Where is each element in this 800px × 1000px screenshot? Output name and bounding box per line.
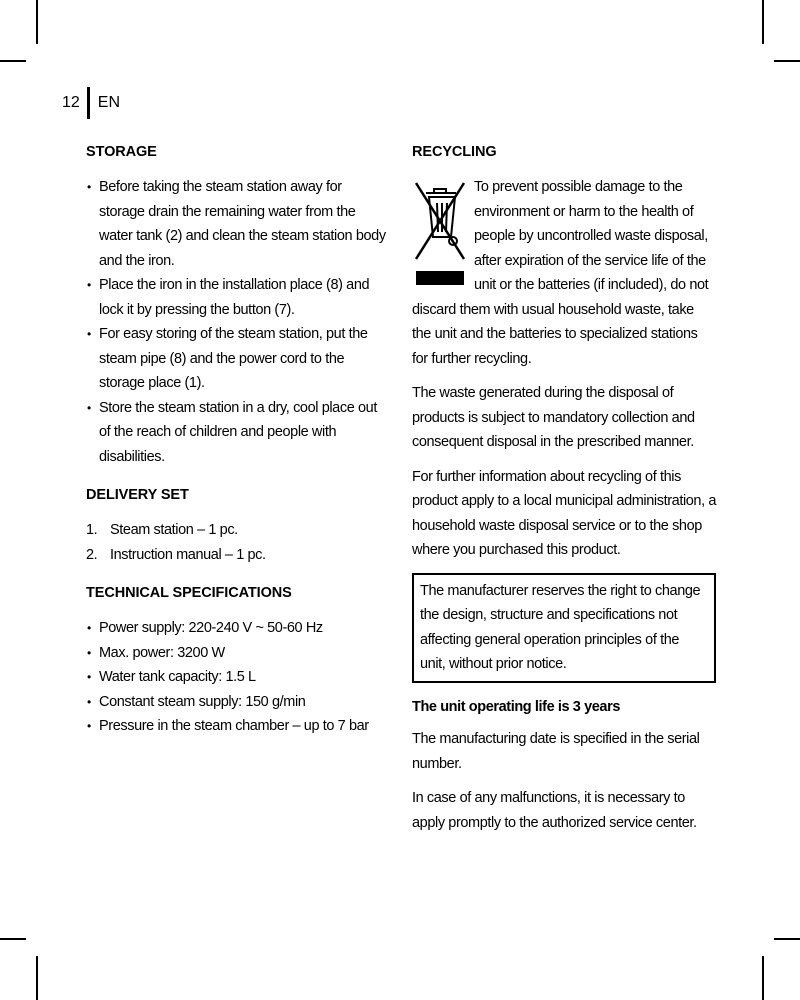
recycling-paragraph: The waste generated during the disposal of products is subject to mandatory collection and consequent disposal in the prescribed manner. bbox=[412, 385, 695, 450]
language-code: EN bbox=[97, 94, 121, 111]
recycling-paragraph: To prevent possible damage to the environment or harm to the health of people by uncontrolled waste disposal, after expiration of the service life of the unit or the batteries (if included), do not discard them with usual household waste, take the unit and the batteries to specialized stations for further recycling. bbox=[412, 179, 709, 367]
right-column bbox=[412, 140, 716, 845]
page-header bbox=[62, 86, 120, 120]
delivery-section bbox=[86, 483, 388, 567]
crop-mark bbox=[36, 0, 38, 44]
manufacturer-notice-box bbox=[412, 573, 716, 683]
specs-heading: TECHNICAL SPECIFICATIONS bbox=[86, 585, 292, 601]
list-item: • Pressure in the steam chamber – up to 7 bar bbox=[86, 714, 388, 739]
manufacturing-date-note: The manufacturing date is specified in the serial number. bbox=[412, 731, 700, 772]
delivery-list bbox=[86, 518, 388, 567]
storage-heading: STORAGE bbox=[86, 144, 157, 160]
delivery-heading: DELIVERY SET bbox=[86, 487, 189, 503]
crop-mark bbox=[774, 60, 800, 62]
manufacturer-notice: The manufacturer reserves the right to change the design, structure and specifications not affecting general operation principles of the unit, without prior notice. bbox=[420, 582, 701, 672]
operating-life: The unit operating life is 3 years bbox=[412, 698, 620, 715]
list-item: • Constant steam supply: 150 g/min bbox=[86, 690, 388, 715]
storage-section bbox=[86, 140, 388, 469]
list-item bbox=[86, 518, 388, 543]
item-number: 1. bbox=[86, 522, 98, 538]
specs-list bbox=[86, 616, 388, 739]
list-item: • Before taking the steam station away for storage drain the remaining water from the water tank (2) and clean the steam station body and the iron. bbox=[86, 175, 388, 273]
crop-mark bbox=[0, 60, 26, 62]
recycling-heading: RECYCLING bbox=[412, 144, 497, 160]
list-item: • Max. power: 3200 W bbox=[86, 641, 388, 666]
page-number: 12 bbox=[62, 94, 80, 111]
list-item bbox=[86, 543, 388, 568]
crop-mark bbox=[762, 0, 764, 44]
list-item: • Water tank capacity: 1.5 L bbox=[86, 665, 388, 690]
list-item: • Place the iron in the installation place (8) and lock it by pressing the button (7). bbox=[86, 273, 388, 322]
recycling-paragraph: For further information about recycling of this product apply to a local municipal administration, a household waste disposal service or to the shop where you purchased this product. bbox=[412, 468, 717, 558]
left-column bbox=[86, 140, 388, 753]
list-item: • For easy storing of the steam station, put the steam pipe (8) and the power cord to the storage place (1). bbox=[86, 322, 388, 396]
list-item: • Store the steam station in a dry, cool place out of the reach of children and people with disabilities. bbox=[86, 396, 388, 470]
crop-mark bbox=[774, 938, 800, 940]
specs-section bbox=[86, 581, 388, 739]
item-text: Instruction manual – 1 pc. bbox=[110, 546, 266, 563]
crop-mark bbox=[762, 956, 764, 1000]
crop-mark bbox=[36, 956, 38, 1000]
crop-mark bbox=[0, 938, 26, 940]
item-number: 2. bbox=[86, 546, 98, 563]
crossed-out-wheelie-bin-icon bbox=[412, 179, 468, 291]
recycling-block bbox=[412, 175, 716, 371]
item-text: Steam station – 1 pc. bbox=[110, 522, 238, 538]
list-item: • Power supply: 220-240 V ~ 50-60 Hz bbox=[86, 616, 388, 641]
malfunctions-note: In case of any malfunctions, it is necessary to apply promptly to the authorized service center. bbox=[412, 790, 697, 831]
storage-list bbox=[86, 175, 388, 469]
